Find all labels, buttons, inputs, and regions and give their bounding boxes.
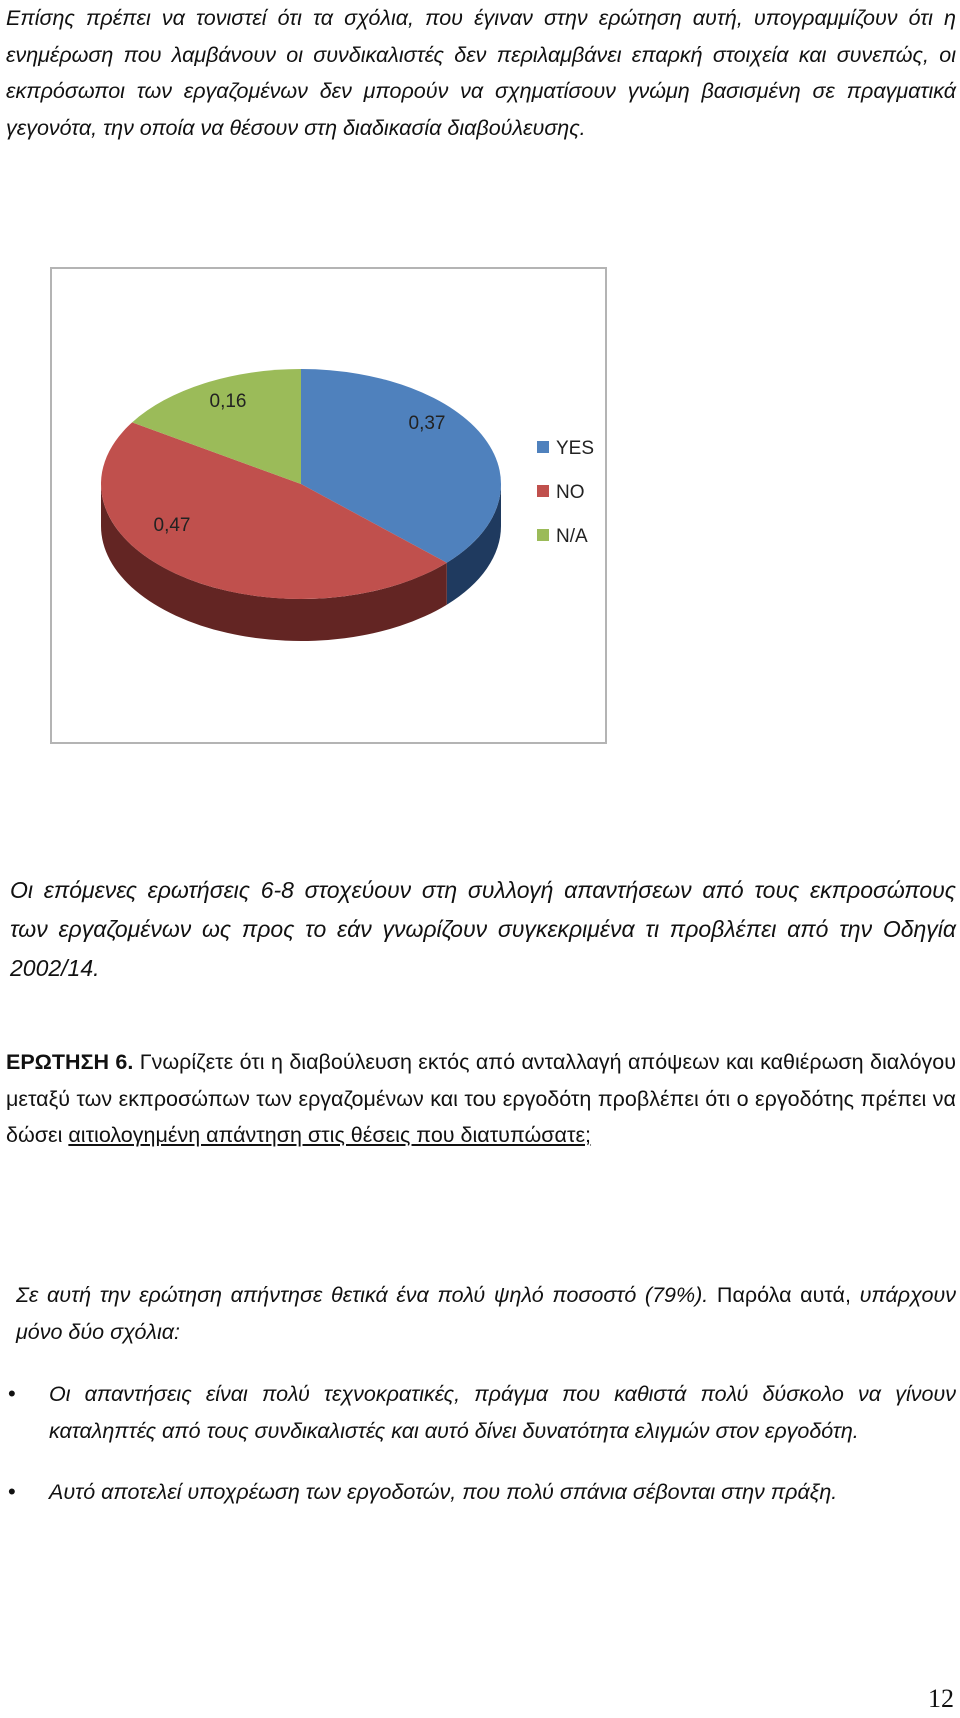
legend-label: NO	[556, 482, 585, 503]
list-item	[0, 1474, 956, 1511]
list-item-text: Αυτό αποτελεί υποχρέωση των εργοδοτών, που πολύ σπάνια σέβονται στην πράξη.	[49, 1480, 838, 1504]
pie-data-label: 0,16	[209, 391, 247, 412]
legend-swatch	[537, 485, 549, 497]
pie-slices	[101, 369, 501, 599]
pie-chart-svg	[52, 269, 605, 742]
paragraph-comments-information: Επίσης πρέπει να τονιστεί ότι τα σχόλια, που έγιναν στην ερώτηση αυτή, υπογραμμίζουν ότι η ενημέρωση που λαμβάνουν οι συνδικαλιστές δεν περιλαμβάνει επαρκή στοιχεία και συνεπώς, οι εκπρόσωποι των εργαζομένων δεν μπορούν να σχηματίσουν γνώμη βασισμένη σε πραγματικά γεγονότα, την οποία να θέσουν στη διαδικασία διαβούλευσης.	[6, 6, 956, 140]
legend-swatch	[537, 529, 549, 541]
page-number: 12	[928, 1684, 954, 1713]
legend-label: YES	[556, 438, 595, 459]
list-item-text: Οι απαντήσεις είναι πολύ τεχνοκρατικές, πράγμα που καθιστά πολύ δύσκολο να γίνουν καταληπτές από τους συνδικαλιστές και αυτό δίνει δυνατότητα ελιγμών στον εργοδότη.	[49, 1382, 956, 1443]
bullet-icon: •	[8, 1381, 16, 1406]
comments-list	[0, 1376, 956, 1536]
question-text: Γνωρίζετε ότι η διαβούλευση εκτός από ανταλλαγή απόψεων και καθιέρωση διαλόγου μεταξύ των εκπροσώπων των εργαζομένων και του εργοδότη προβλέπει ότι ο εργοδότης πρέπει να δώσει	[6, 1050, 956, 1147]
answer-summary-italic-end: υπάρχουν μόνο δύο σχόλια:	[16, 1283, 956, 1344]
question-6	[6, 1044, 956, 1154]
answer-summary-rest: Παρόλα αυτά,	[708, 1283, 860, 1307]
question-underlined-text: αιτιολογημένη απάντηση στις θέσεις που διατυπώσατε;	[68, 1123, 592, 1147]
paragraph-answer-summary	[16, 1277, 956, 1350]
pie-legend	[537, 438, 594, 547]
legend-label: N/A	[556, 526, 588, 547]
legend-swatch	[537, 441, 549, 453]
answer-summary-italic: Σε αυτή την ερώτηση απήντησε θετικά ένα πολύ ψηλό ποσοστό (79%).	[16, 1283, 709, 1307]
question-label: ΕΡΩΤΗΣΗ 6.	[6, 1050, 134, 1074]
pie-data-label: 0,37	[408, 413, 446, 434]
bullet-icon: •	[8, 1479, 16, 1504]
paragraph-questions-intro: Οι επόμενες ερωτήσεις 6-8 στοχεύουν στη συλλογή απαντήσεων από τους εκπροσώπους των εργαζομένων ως προς το εάν γνωρίζουν συγκεκριμένα τι προβλέπει από την Οδηγία 2002/14.	[10, 877, 956, 981]
pie-data-label: 0,47	[153, 515, 191, 536]
list-item	[0, 1376, 956, 1449]
pie-chart	[50, 267, 607, 744]
